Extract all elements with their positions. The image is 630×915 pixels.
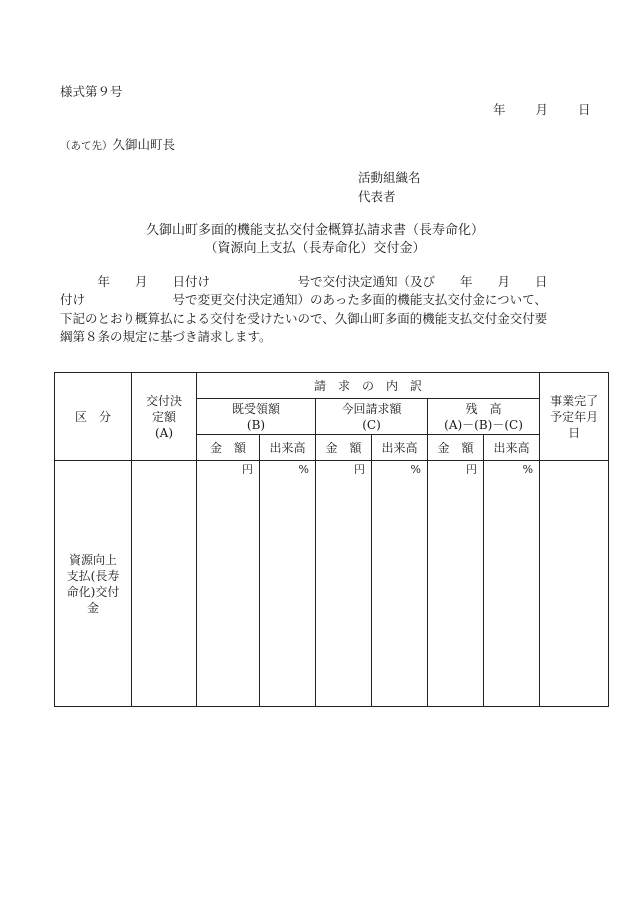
header-category: 区 分 bbox=[55, 373, 132, 461]
addressee-prefix: （あて先） bbox=[60, 140, 113, 152]
header-received-progress: 出来高 bbox=[260, 435, 316, 461]
header-current-claim: 今回請求額 (C) bbox=[316, 399, 428, 435]
remaining-progress-cell[interactable]: % bbox=[484, 461, 540, 707]
header-current-progress: 出来高 bbox=[372, 435, 428, 461]
date-year: 年 bbox=[493, 102, 506, 117]
header-remaining-progress: 出来高 bbox=[484, 435, 540, 461]
organization-name-label: 活動組織名 bbox=[358, 170, 421, 185]
header-received: 既受領額 (B) bbox=[197, 399, 316, 435]
header-current-amount: 金 額 bbox=[316, 435, 372, 461]
header-completion-date: 事業完了 予定年月 日 bbox=[540, 373, 609, 461]
document-title: 久御山町多面的機能支払交付金概算払請求書（長寿命化） bbox=[145, 223, 484, 238]
row-label: 資源向上 支払(長寿 命化)交付 金 bbox=[55, 461, 132, 707]
remaining-amount-cell[interactable]: 円 bbox=[428, 461, 484, 707]
header-remaining: 残 高 (A)－(B)－(C) bbox=[428, 399, 540, 435]
current-progress-cell[interactable]: % bbox=[372, 461, 428, 707]
form-number: 様式第９号 bbox=[60, 84, 123, 99]
current-amount-cell[interactable]: 円 bbox=[316, 461, 372, 707]
addressee bbox=[60, 135, 175, 153]
body-text-line-1: 年 月 日付け 号で交付決定通知（及び 年 月 日 bbox=[60, 274, 548, 289]
addressee-name: 久御山町長 bbox=[112, 137, 176, 152]
document-subtitle: （資源向上支払（長寿命化）交付金） bbox=[204, 241, 426, 256]
date-day: 日 bbox=[578, 102, 591, 117]
date-line bbox=[493, 100, 591, 118]
header-breakdown: 請 求 の 内 訳 bbox=[197, 373, 540, 399]
received-progress-cell[interactable]: % bbox=[260, 461, 316, 707]
representative-label: 代表者 bbox=[358, 189, 396, 204]
body-text-line-3: 下記のとおり概算払による交付を受けたいので、久御山町多面的機能支払交付金交付要 bbox=[60, 311, 548, 326]
received-amount-cell[interactable]: 円 bbox=[197, 461, 260, 707]
header-received-amount: 金 額 bbox=[197, 435, 260, 461]
header-remaining-amount: 金 額 bbox=[428, 435, 484, 461]
body-text-line-4: 綱第８条の規定に基づき請求します。 bbox=[60, 329, 272, 344]
claim-table bbox=[54, 372, 609, 707]
decision-amount-cell[interactable] bbox=[132, 461, 197, 707]
completion-date-cell[interactable] bbox=[540, 461, 609, 707]
date-month: 月 bbox=[535, 102, 549, 117]
header-decision-amount: 交付決 定額 (A) bbox=[132, 373, 197, 461]
body-text-line-2: 付け 号で変更交付決定通知）のあった多面的機能支払交付金について、 bbox=[60, 292, 547, 307]
